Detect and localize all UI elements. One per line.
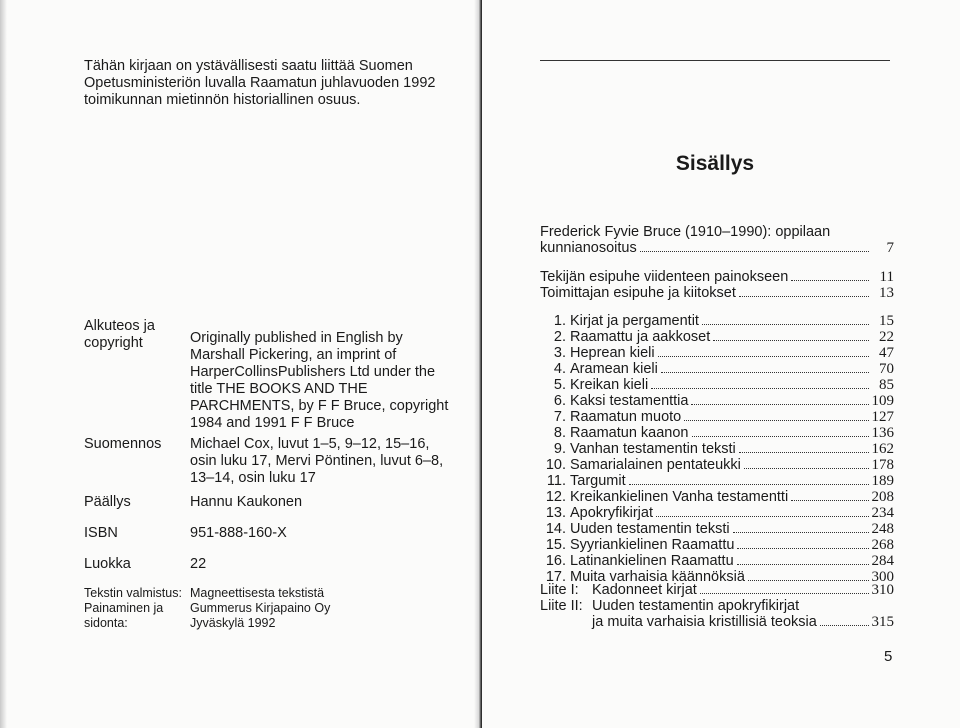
toc-entry [540,598,894,614]
credit-label-cover: Päällys [84,494,131,510]
toc-page: 70 [879,361,894,377]
toc-number: 7. [553,409,566,425]
credit-value-class: 22 [190,556,207,572]
toc-foreword-line2: kunnianosoitus [540,240,637,256]
toc-label: Kirjat ja pergamentit [570,313,699,329]
toc-entry [540,582,894,598]
left-page [0,0,478,728]
toc-label: Aramean kieli [570,361,658,377]
toc-entry [540,269,894,285]
dot-leader [748,580,869,581]
toc-entry [540,473,894,489]
toc-entry [540,377,894,393]
toc-label: ja muita varhaisia kristillisiä teoksia [592,614,817,630]
toc-label: Kreikankielinen Vanha testamentti [570,489,789,505]
credit-label-original: Alkuteos ja copyright [84,318,155,351]
toc-number: 8. [553,425,566,441]
toc-label: Raamatun muoto [570,409,682,425]
credit-label-isbn: ISBN [84,525,118,541]
dot-leader [737,564,869,565]
toc-page: 13 [879,285,894,301]
dot-leader [791,500,868,501]
toc-entry [540,537,894,553]
toc-foreword-line1: Frederick Fyvie Bruce (1910–1990): oppilaan [540,224,831,240]
toc-entry [540,425,894,441]
credit-value-translation: Michael Cox, luvut 1–5, 9–12, 15–16, osin luku 17, Mervi Pöntinen, luvut 6–8, 13–14, osin luku 17 [190,436,444,486]
toc-number: 11. [546,473,566,489]
toc-number: 13. [545,505,566,521]
toc-number: 1. [553,313,566,329]
toc-number: 17. [545,569,566,585]
dot-leader [691,404,868,405]
printing-label: sidonta: [84,616,128,630]
toc-number: 12. [545,489,566,505]
page-edge-shadow [0,0,7,728]
toc-page: 234 [871,505,894,521]
toc-number: 2. [553,329,566,345]
toc-entry [540,505,894,521]
dot-leader [744,468,869,469]
toc-number: Liite II: [540,598,583,614]
dot-leader [640,251,869,252]
toc-label: Raamattu ja aakkoset [570,329,711,345]
toc-number: 10. [545,457,566,473]
toc-page: 315 [871,614,894,630]
toc-entry [540,553,894,569]
printing-value: Gummerus Kirjapaino Oy [190,601,331,615]
dot-leader [651,388,869,389]
toc-page: 248 [871,521,894,537]
toc-label: Vanhan testamentin teksti [570,441,736,457]
credit-label-class: Luokka [84,556,131,572]
credit-value-cover: Hannu Kaukonen [190,494,303,510]
credit-value-original: Originally published in English by Marshall Pickering, an imprint of HarperCollinsPublishers Ltd under the title THE BOOKS AND THE PARCHMENTS, by F F Bruce, copyright 1984 and 1991 F F Bruce [190,330,449,431]
toc-label: Uuden testamentin apokryfikirjat [592,598,800,614]
toc-label: Syyriankielinen Raamattu [570,537,735,553]
toc-label: Kreikan kieli [570,377,649,393]
toc-label: Targumit [570,473,626,489]
toc-page: 162 [871,441,894,457]
toc-prefaces [540,269,894,301]
toc-page: 22 [879,329,894,345]
toc-page: 11 [879,269,894,285]
toc-page: 284 [871,553,894,569]
toc-label: Samarialainen pentateukki [570,457,741,473]
printing-labels [84,586,194,631]
toc-label: Heprean kieli [570,345,655,361]
toc-page: 47 [879,345,894,361]
dot-leader [739,296,869,297]
toc-entry [540,441,894,457]
toc-number: 5. [553,377,566,393]
toc-entry-continued [540,614,894,630]
printing-value: Jyväskylä 1992 [190,616,276,630]
printing-values [190,586,390,631]
dot-leader [820,625,869,626]
toc-page: 208 [871,489,894,505]
toc-page: 189 [871,473,894,489]
toc-entry [540,285,894,301]
toc-entry [540,345,894,361]
toc-page: 268 [871,537,894,553]
top-rule [540,60,890,61]
toc-title: Sisällys [675,152,755,175]
toc-number: 15. [545,537,566,553]
toc-label: Uuden testamentin teksti [570,521,730,537]
dot-leader [661,372,869,373]
dot-leader [658,356,869,357]
dot-leader [684,420,868,421]
dot-leader [791,280,869,281]
toc-page: 15 [879,313,894,329]
dot-leader [692,436,869,437]
toc-number: 14. [545,521,566,537]
toc-entry [540,393,894,409]
toc-page: 7 [886,240,894,256]
page-number: 5 [884,648,893,665]
dot-leader [739,452,869,453]
toc-label: Tekijän esipuhe viidenteen painokseen [540,269,789,285]
toc-page: 136 [871,425,894,441]
toc-page: 85 [879,377,894,393]
toc-label: Muita varhaisia käännöksiä [570,569,745,585]
toc-entry [540,313,894,329]
toc-foreword [540,224,894,256]
toc-page: 109 [871,393,894,409]
toc-number: 4. [553,361,566,377]
printing-label: Painaminen ja [84,601,164,615]
toc-label: Toimittajan esipuhe ja kiitokset [540,285,736,301]
printing-label: Tekstin valmistus: [84,586,182,600]
printing-value: Magneettisesta tekstistä [190,586,325,600]
toc-label: Latinankielinen Raamattu [570,553,734,569]
dot-leader [713,340,869,341]
dot-leader [737,548,868,549]
toc-appendices [540,582,894,630]
toc-entry [540,409,894,425]
dot-leader [733,532,869,533]
toc-entry [540,521,894,537]
toc-label: Apokryfikirjat [570,505,653,521]
intro-note: Tähän kirjaan on ystävällisesti saatu liittää Suomen Opetusministeriön luvalla Raamatun juhlavuoden 1992 toimikunnan mietinnön historiallinen osuus. [84,58,436,108]
toc-label: Kaksi testamenttia [570,393,689,409]
toc-page: 178 [871,457,894,473]
toc-page: 310 [871,582,894,598]
toc-number: 16. [545,553,566,569]
toc-entry [540,329,894,345]
toc-number: 6. [553,393,566,409]
credit-value-isbn: 951-888-160-X [190,525,287,541]
toc-entry [540,489,894,505]
toc-entry [540,361,894,377]
toc-number: Liite I: [540,582,579,598]
dot-leader [656,516,869,517]
toc-page: 300 [871,569,894,585]
dot-leader [629,484,869,485]
toc-label: Raamatun kaanon [570,425,689,441]
toc-page: 127 [871,409,894,425]
toc-label: Kadonneet kirjat [592,582,697,598]
toc-chapters [540,313,894,585]
dot-leader [702,324,869,325]
toc-number: 9. [553,441,566,457]
toc-number: 3. [553,345,566,361]
dot-leader [700,593,869,594]
toc-entry [540,457,894,473]
credit-label-translation: Suomennos [84,436,162,452]
